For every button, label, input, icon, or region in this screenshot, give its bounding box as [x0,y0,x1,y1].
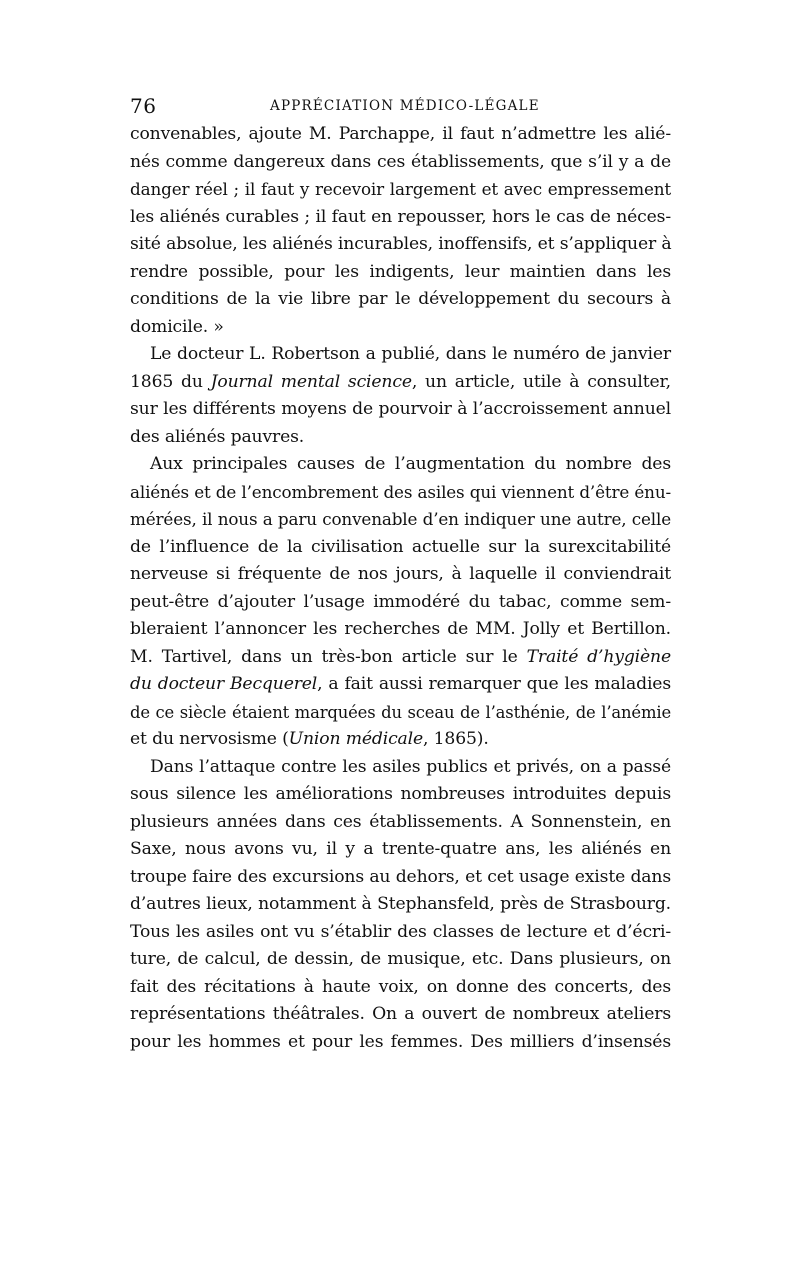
text-line [130,644,671,672]
text-line: Aux principales causes de l’augmentation du nombre des [150,454,671,474]
text-line: Saxe, nous avons vu, il y a trente-quatre ans, les aliénés en [130,839,671,859]
text-line: convenables, ajoute M. Parchappe, il faut n’admettre les alié- [130,124,671,144]
text-line: fait des récitations à haute voix, on donne des concerts, des [130,976,671,997]
text-line: représentations théâtrales. On a ouvert de nombreux ateliers [130,1004,671,1024]
text-line: plusieurs années dans ces établissements. A Sonnenstein, en [130,811,671,832]
text-segment: , a fait aussi remarquer que les maladies [317,674,671,694]
text-line: bleraient l’annoncer les recherches de MM. Jolly et Bertillon. [130,619,671,639]
italic-title: Journal mental science [210,371,412,392]
text-line: troupe faire des excursions au dehors, et cet usage existe dans [130,866,671,887]
running-header [130,94,670,124]
text-line: les aliénés curables ; il faut en repousser, hors le cas de néces- [130,206,671,227]
italic-title: du docteur Becquerel [130,674,318,694]
text-line: Tous les asiles ont vu s’établir des classes de lecture et d’écri- [130,921,671,942]
text-line: Le docteur L. Robertson a publié, dans le numéro de janvier [150,344,671,364]
text-line: peut-être d’ajouter l’usage immodéré du tabac, comme sem- [130,591,671,612]
text-segment: , 1865). [423,729,489,749]
text-line: nerveuse si fréquente de nos jours, à laquelle il conviendrait [130,564,671,584]
text-line: rendre possible, pour les indigents, leur maintien dans les [130,261,671,282]
page-number: 76 [130,94,157,118]
text-line: d’autres lieux, notamment à Stephansfeld, près de Strasbourg. [130,894,671,914]
text-line: de l’influence de la civilisation actuelle sur la surexcitabilité [130,536,671,557]
text-line: aliénés et de l’encombrement des asiles qui viennent d’être énu- [130,481,671,502]
text-line: mérées, il nous a paru convenable d’en indiquer une autre, celle [130,509,671,529]
text-line: sur les différents moyens de pourvoir à l’accroissement annuel [130,399,671,419]
text-line: sous silence les améliorations nombreuses introduites depuis [130,784,671,804]
text-line: domicile. » [130,316,224,337]
italic-title: Traité d’hygiène [526,646,671,667]
text-line: nés comme dangereux dans ces établissements, que s’il y a de [130,151,671,172]
text-line [130,671,671,699]
text-line: de ce siècle étaient marquées du sceau de l’asthénie, de l’anémie [130,702,671,722]
text-line: danger réel ; il faut y recevoir largement et avec empressement [130,179,671,199]
text-line: sité absolue, les aliénés incurables, inoffensifs, et s’appliquer à [130,234,672,254]
text-segment: , un article, utile à consulter, [411,371,671,392]
running-title: APPRÉCIATION MÉDICO-LÉGALE [270,98,540,114]
text-line [130,369,671,397]
text-line [130,726,671,754]
text-segment: M. Tartivel, dans un très-bon article sur le [130,646,527,667]
text-line: pour les hommes et pour les femmes. Des milliers d’insensés [130,1031,671,1052]
text-line: Dans l’attaque contre les asiles publics et privés, on a passé [150,756,671,777]
text-segment: et du nervosisme ( [130,729,289,749]
text-line: des aliénés pauvres. [130,426,305,447]
body-text [130,121,671,1056]
text-line: ture, de calcul, de dessin, de musique, etc. Dans plusieurs, on [130,949,671,969]
text-segment: 1865 du [130,371,211,392]
italic-title: Union médicale [288,729,424,749]
text-line: conditions de la vie libre par le développement du secours à [130,289,671,309]
